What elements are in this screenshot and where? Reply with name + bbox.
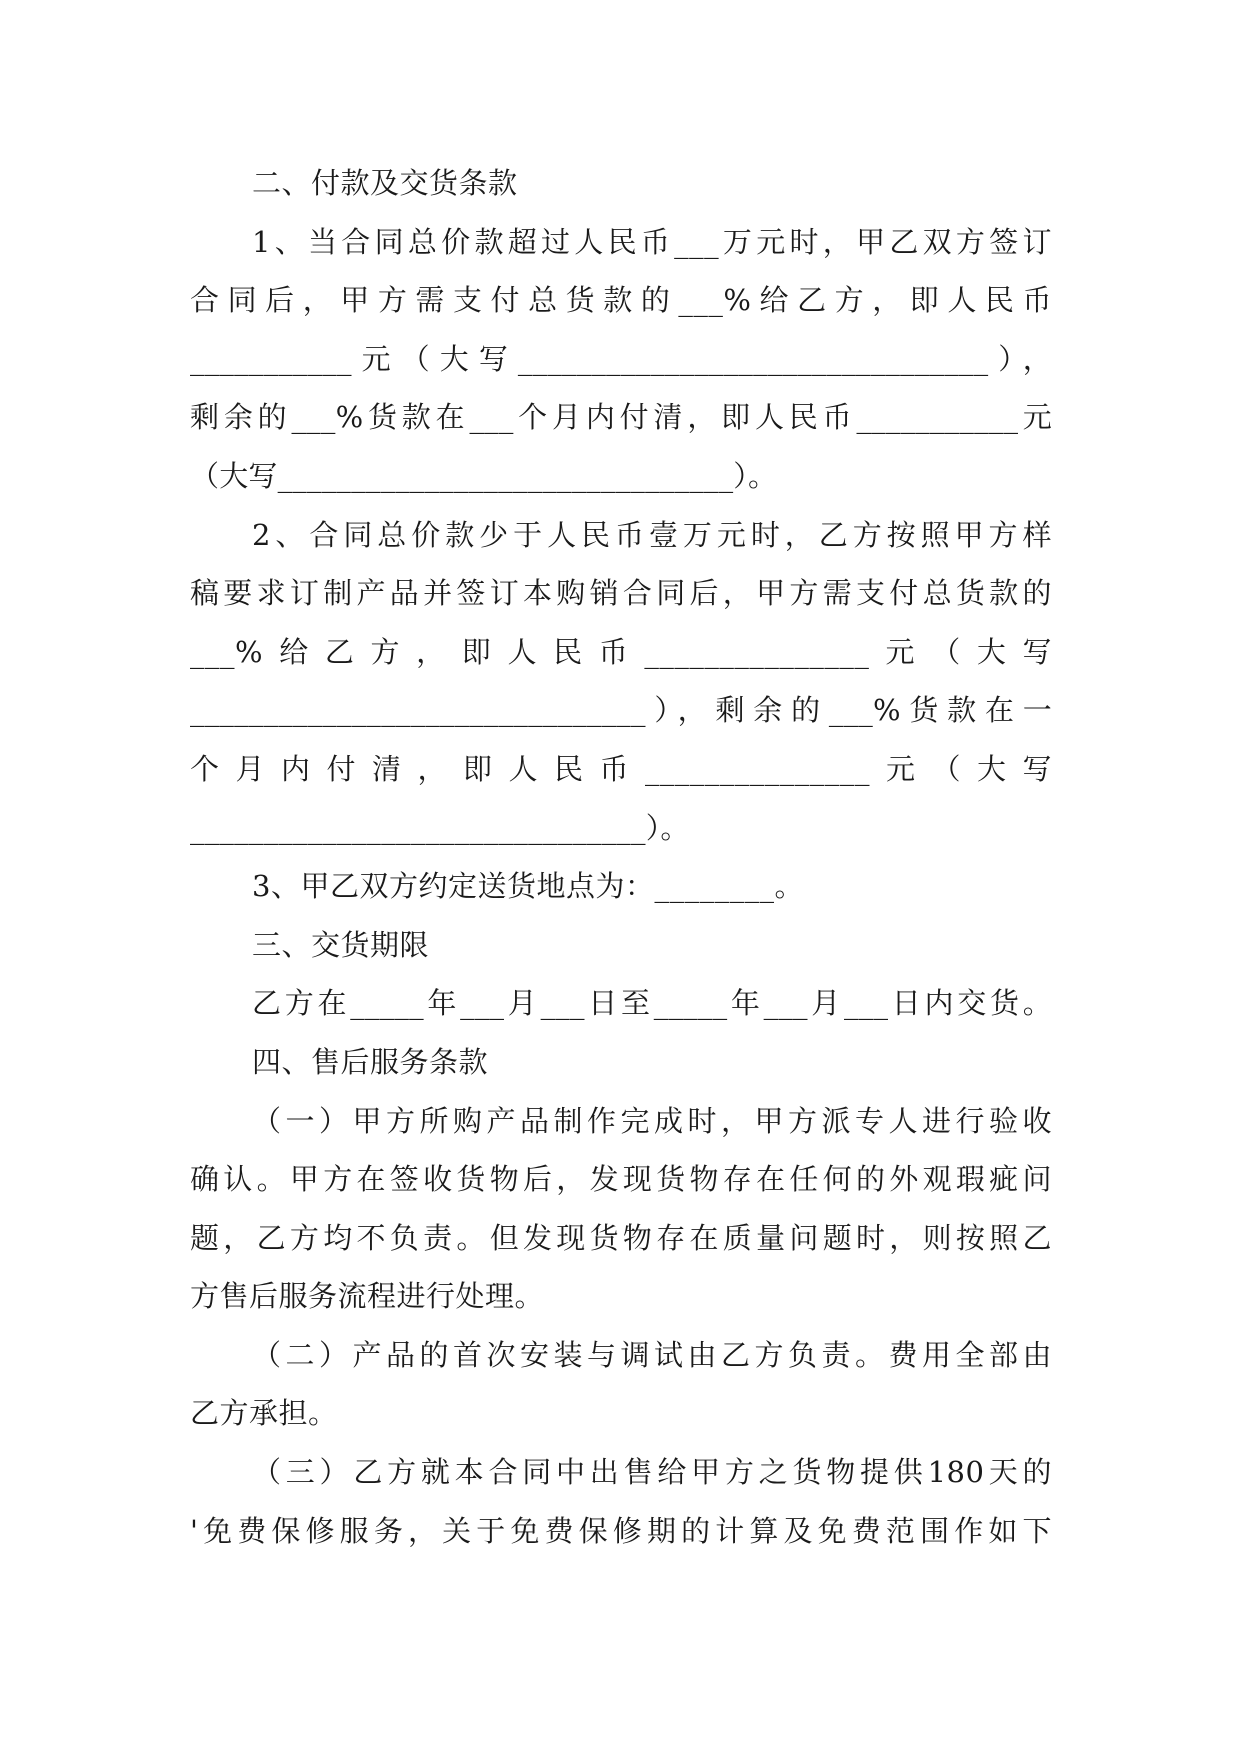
clause-1-line-1: 1、当合同总价款超过人民币___万元时，甲乙双方签订	[252, 224, 1052, 259]
after-sales-item-3-line-2: '免费保修服务，关于免费保修期的计算及免费范围作如下	[190, 1513, 1052, 1548]
clause-2-line-2: 稿要求订制产品并签订本购销合同后，甲方需支付总货款的	[190, 576, 1052, 611]
after-sales-item-1-line-4: 方售后服务流程进行处理。	[190, 1279, 545, 1314]
clause-1-line-3: ___________元（大写________________________________），	[190, 341, 1052, 376]
clause-2-line-4: _______________________________），剩余的___%货款在一	[190, 693, 1052, 728]
clause-1-line-4: 剩余的___%货款在___个月内付清，即人民币___________元	[190, 400, 1052, 435]
after-sales-item-1-line-3: 题，乙方均不负责。但发现货物存在质量问题时，则按照乙	[190, 1220, 1052, 1255]
clause-1-line-2: 合同后，甲方需支付总货款的___%给乙方，即人民币	[190, 283, 1052, 318]
clause-2-line-3: ___%给乙方，即人民币_______________元（大写	[190, 634, 1052, 669]
clause-2-line-5: 个月内付清，即人民币_______________元（大写	[190, 751, 1052, 786]
section-heading-after-sales: 四、售后服务条款	[252, 1044, 489, 1079]
clause-1-line-5: （大写_______________________________）。	[190, 458, 778, 493]
after-sales-item-1-line-2: 确认。甲方在签收货物后，发现货物存在任何的外观瑕疵问	[190, 1162, 1052, 1197]
after-sales-item-3-line-1: （三）乙方就本合同中出售给甲方之货物提供180天的	[252, 1455, 1052, 1490]
section-heading-delivery-period: 三、交货期限	[252, 927, 430, 962]
delivery-period-text: 乙方在_____年___月___日至_____年___月___日内交货。	[252, 986, 1052, 1021]
after-sales-item-1-line-1: （一）甲方所购产品制作完成时，甲方派专人进行验收	[252, 1103, 1052, 1138]
clause-3-delivery-location: 3、甲乙双方约定送货地点为：________。	[252, 869, 804, 904]
after-sales-item-2-line-2: 乙方承担。	[190, 1396, 338, 1431]
clause-2-line-6: _______________________________）。	[190, 810, 690, 845]
document-page	[190, 154, 1052, 1560]
section-heading-payment-delivery: 二、付款及交货条款	[252, 166, 518, 200]
clause-2-line-1: 2、合同总价款少于人民币壹万元时，乙方按照甲方样	[252, 517, 1052, 552]
after-sales-item-2-line-1: （二）产品的首次安装与调试由乙方负责。费用全部由	[252, 1337, 1052, 1372]
